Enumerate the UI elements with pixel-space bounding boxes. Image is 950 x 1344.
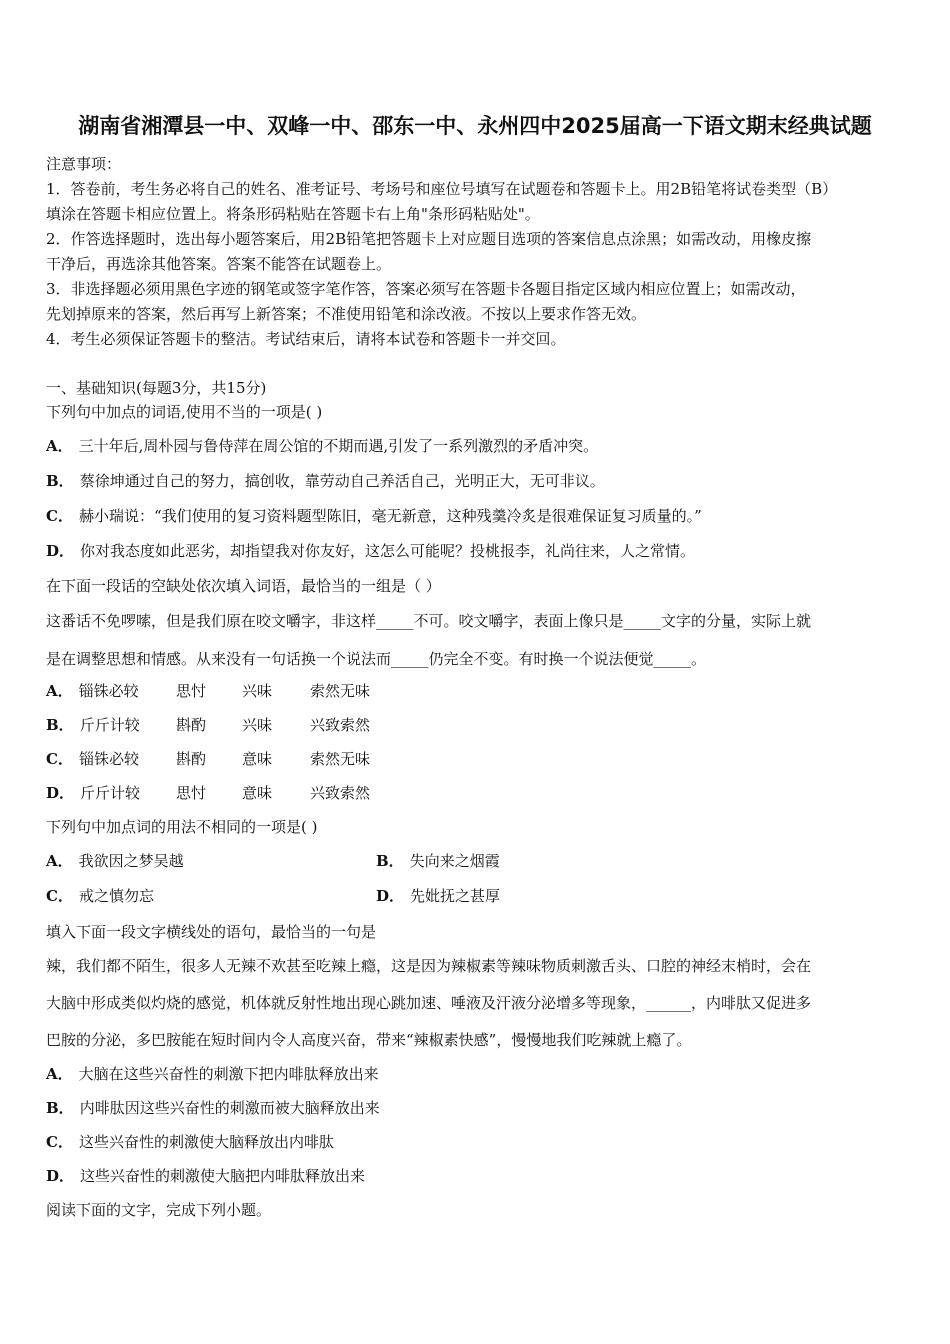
option-word: 斤斤计较 <box>79 716 140 734</box>
notice-line: 先划掉原来的答案，然后再写上新答案；不准使用铅笔和涂改液。不按以上要求作答无效。 <box>46 305 647 323</box>
q1-option-a <box>46 436 906 456</box>
q4-passage-line: 辣，我们都不陌生，很多人无辣不欢甚至吃辣上瘾，这是因为辣椒素等辣味物质刺激舌头、口腔的神经末梢时，会在 <box>46 957 812 975</box>
q4-option-a <box>46 1064 906 1084</box>
q1-option-d <box>46 541 906 561</box>
q1-option-c <box>46 506 906 526</box>
option-word: 斤斤计较 <box>80 784 141 802</box>
notice-heading: 注意事项： <box>46 155 122 173</box>
option-text: 这些兴奋性的刺激使大脑释放出内啡肽 <box>78 1133 334 1151</box>
option-label: B． <box>376 852 404 870</box>
option-word: 意味 <box>242 784 273 802</box>
option-word: 索然无味 <box>310 750 371 768</box>
option-text: 这些兴奋性的刺激使大脑把内啡肽释放出来 <box>80 1167 366 1185</box>
option-label: A． <box>46 682 73 700</box>
option-label: D． <box>46 542 75 560</box>
option-word: 索然无味 <box>310 682 371 700</box>
option-label: C． <box>46 1133 73 1151</box>
option-word: 锱铢必较 <box>78 750 139 768</box>
option-label: D． <box>376 887 405 905</box>
notice-line: 2．作答选择题时，选出每小题答案后，用2B铅笔把答题卡上对应题目选项的答案信息点涂黑；如需改动，用橡皮擦 <box>46 230 812 248</box>
option-word: 意味 <box>242 750 273 768</box>
option-label: D． <box>46 1167 75 1185</box>
option-label: D． <box>46 784 75 802</box>
option-word: 锱铢必较 <box>78 682 139 700</box>
option-text: 内啡肽因这些兴奋性的刺激而被大脑释放出来 <box>79 1099 380 1117</box>
option-label: C． <box>46 507 73 525</box>
q4-option-b <box>46 1098 906 1118</box>
q4-passage-line: 巴胺的分泌，多巴胺能在短时间内令人高度兴奋，带来“辣椒素快感”，慢慢地我们吃辣就上瘾了。 <box>46 1031 692 1049</box>
q1-stem: 下列句中加点的词语,使用不当的一项是( ) <box>46 403 323 421</box>
option-label: B． <box>46 472 74 490</box>
option-label: C． <box>46 750 73 768</box>
option-label: A． <box>46 1065 73 1083</box>
option-label: B． <box>46 716 74 734</box>
q2-stem: 在下面一段话的空缺处依次填入词语，最恰当的一组是（ ） <box>46 577 441 595</box>
option-word: 斟酌 <box>176 750 207 768</box>
q4-passage-line: 大脑中形成类似灼烧的感觉，机体就反射性地出现心跳加速、唾液及汗液分泌增多等现象，______，内啡肽又促进多 <box>46 994 812 1012</box>
option-label: B． <box>46 1099 74 1117</box>
option-label: A． <box>46 852 73 870</box>
reading-intro: 阅读下面的文字，完成下列小题。 <box>46 1201 272 1219</box>
option-text: 我欲因之梦吴越 <box>78 852 184 870</box>
option-label: A． <box>46 437 73 455</box>
option-word: 兴致索然 <box>310 784 371 802</box>
option-text: 失向来之烟霞 <box>409 852 500 870</box>
option-word: 兴味 <box>242 682 273 700</box>
option-text: 戒之慎勿忘 <box>78 887 154 905</box>
option-word: 兴致索然 <box>310 716 371 734</box>
option-text: 大脑在这些兴奋性的刺激下把内啡肽释放出来 <box>78 1065 379 1083</box>
section-heading: 一、基础知识(每题3分，共15分) <box>46 379 267 397</box>
option-text: 先妣抚之甚厚 <box>410 887 501 905</box>
q4-stem: 填入下面一段文字横线处的语句，最恰当的一句是 <box>46 923 377 941</box>
option-word: 思忖 <box>176 784 207 802</box>
page-title: 湖南省湘潭县一中、双峰一中、邵东一中、永州四中2025届高一下语文期末经典试题 <box>78 114 872 138</box>
q2-passage-line: 这番话不免啰嗦，但是我们原在咬文嚼字，非这样_____不可。咬文嚼字，表面上像只是_____文字的分量，实际上就 <box>46 612 812 630</box>
notice-line: 1．答卷前，考生务必将自己的姓名、准考证号、考场号和座位号填写在试题卷和答题卡上。用2B铅笔将试卷类型（B） <box>46 180 838 198</box>
q4-option-c <box>46 1132 906 1152</box>
option-text: 三十年后,周朴园与鲁侍萍在周公馆的不期而遇,引发了一系列激烈的矛盾冲突。 <box>78 437 599 455</box>
option-text: 蔡徐坤通过自己的努力，搞创收，靠劳动自己养活自己，光明正大，无可非议。 <box>79 472 605 490</box>
q3-stem: 下列句中加点词的用法不相同的一项是( ) <box>46 818 318 836</box>
option-word: 思忖 <box>176 682 207 700</box>
q2-passage-line: 是在调整思想和情感。从来没有一句话换一个说法而_____仍完全不变。有时换一个说法便觉_____。 <box>46 650 707 668</box>
option-word: 斟酌 <box>176 716 207 734</box>
option-text: 你对我态度如此恶劣，却指望我对你友好，这怎么可能呢？投桃报李，礼尚往来，人之常情。 <box>80 542 696 560</box>
notice-line: 填涂在答题卡相应位置上。将条形码粘贴在答题卡右上角"条形码粘贴处"。 <box>46 205 540 223</box>
option-word: 兴味 <box>242 716 273 734</box>
notice-line: 3．非选择题必须用黑色字迹的钢笔或签字笔作答，答案必须写在答题卡各题目指定区域内相应位置上；如需改动， <box>46 280 806 298</box>
notice-line: 干净后，再选涂其他答案。答案不能答在试题卷上。 <box>46 255 392 273</box>
option-label: C． <box>46 887 73 905</box>
q1-option-b <box>46 471 906 491</box>
notice-line: 4．考生必须保证答题卡的整洁。考试结束后，请将本试卷和答题卡一并交回。 <box>46 330 566 348</box>
option-text: 赫小瑞说：“我们使用的复习资料题型陈旧，毫无新意，这种残羹冷炙是很难保证复习质量的。” <box>78 507 702 525</box>
q4-option-d <box>46 1166 906 1186</box>
